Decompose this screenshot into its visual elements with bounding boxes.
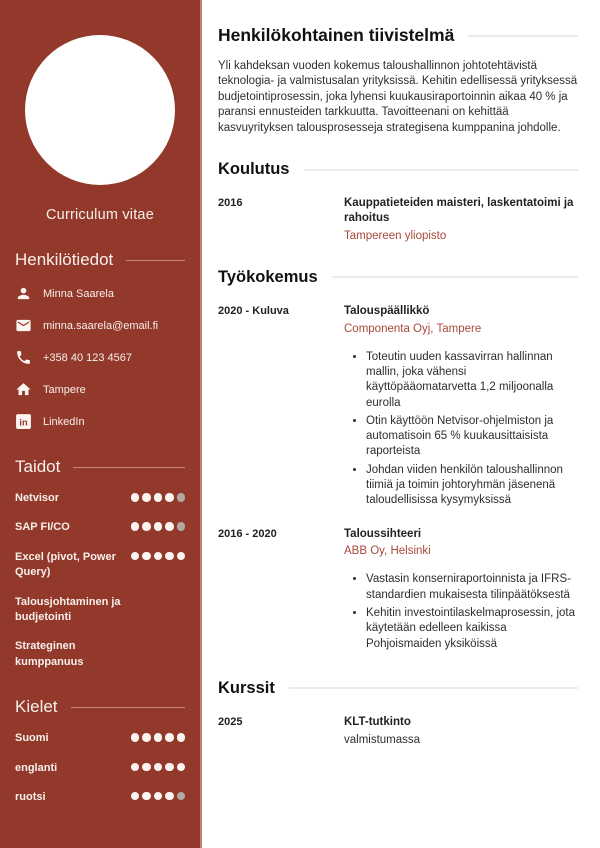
rating-dot [165, 522, 174, 531]
rating-dot [142, 763, 151, 772]
cv-entry [218, 196, 578, 244]
rating-dot [165, 792, 174, 801]
main-heading-rule [468, 35, 578, 37]
contact-item [15, 381, 185, 398]
courses-entries [218, 715, 578, 748]
sidebar [0, 0, 202, 848]
languages-heading-label: Kielet [15, 697, 58, 717]
main-heading-rule [332, 276, 578, 278]
rating-dot [154, 493, 163, 502]
entry-title: Taloussihteeri [344, 527, 422, 540]
education-entries [218, 196, 578, 244]
rating-dot [165, 552, 174, 561]
rating-row [15, 595, 185, 626]
entry-period: 2020 - Kuluva [218, 304, 289, 317]
sidebar-heading-rule [73, 467, 185, 468]
summary-section [218, 25, 578, 136]
entry-period: 2025 [218, 715, 243, 728]
rating-dot [142, 552, 151, 561]
entry-bullet-list [344, 350, 578, 509]
rating-label: ruotsi [15, 790, 46, 803]
education-section [218, 160, 578, 244]
rating-label: Suomi [15, 732, 49, 745]
skills-heading-label: Taidot [15, 457, 61, 476]
rating-dot [154, 763, 163, 772]
sidebar-heading-rule [71, 707, 185, 708]
rating-dot [131, 552, 140, 561]
rating-dot [131, 493, 140, 502]
rating-dot [131, 763, 140, 772]
contact-heading-label: Henkilötiedot [15, 250, 114, 269]
main-content [202, 0, 600, 848]
experience-heading-label: Työkokemus [218, 267, 318, 286]
rating-dot [131, 733, 140, 742]
education-heading [218, 160, 578, 179]
linkedin-icon [15, 413, 32, 430]
bullet-item: • Kehitin investointilaskelmaprosessin, jota käytetään edelleen kaikissa Pohjoismaiden yksiköissä [366, 606, 578, 652]
entry-title: KLT-tutkinto [344, 715, 411, 728]
entry-body [344, 196, 578, 244]
rating-dot [142, 792, 151, 801]
entry-period: 2016 [218, 197, 243, 210]
entry-subtitle: valmistumassa [344, 733, 421, 746]
rating-row [15, 731, 185, 746]
rating-dots [131, 522, 186, 531]
rating-dots [131, 763, 186, 772]
rating-dot [165, 733, 174, 742]
skills-section-heading [15, 457, 185, 477]
courses-heading [218, 679, 578, 698]
entry-subtitle: Componenta Oyj, Tampere [344, 322, 482, 335]
bullet-item: • Otin käyttöön Netvisor-ohjelmiston ja automatisoin 65 % kuukausittaisista raporteista [366, 414, 578, 460]
cv-entry [218, 527, 578, 655]
rating-dot [154, 733, 163, 742]
sidebar-heading-rule [126, 260, 185, 261]
experience-heading [218, 268, 578, 287]
rating-dot [142, 522, 151, 531]
svg-text:in: in [19, 417, 28, 428]
skills-list [15, 491, 185, 670]
rating-dot [154, 792, 163, 801]
rating-row [15, 790, 185, 805]
contact-item-text: LinkedIn [43, 415, 85, 428]
bullet-item: • Vastasin konserniraportoinnista ja IFRS-standardien mukaisesta tilinpäätöksestä [366, 572, 578, 603]
home-icon [15, 381, 32, 398]
contact-item [15, 413, 185, 430]
rating-label: Netvisor [15, 492, 60, 504]
rating-dot [142, 733, 151, 742]
entry-body [344, 527, 578, 655]
cv-entry [218, 715, 578, 748]
rating-dot [177, 763, 186, 772]
rating-dot [165, 763, 174, 772]
rating-dot [131, 522, 140, 531]
rating-dot [154, 522, 163, 531]
cv-title: Curriculum vitae [46, 207, 154, 223]
rating-dot [177, 733, 186, 742]
rating-row [15, 520, 185, 535]
bullet-item: • Toteutin uuden kassavirran hallinnan mallin, joka vähensi käyttöpääomatarvetta 1,2 miljoonalla eurolla [366, 350, 578, 411]
rating-dot [154, 552, 163, 561]
rating-label: Strateginen kumppanuus [15, 640, 84, 668]
rating-dots [131, 493, 186, 502]
contact-section-heading [15, 250, 185, 270]
experience-entries [218, 304, 578, 655]
entry-period: 2016 - 2020 [218, 527, 277, 540]
education-heading-label: Koulutus [218, 160, 290, 179]
contact-item [15, 349, 185, 366]
contact-list [15, 285, 185, 430]
contact-item [15, 317, 185, 334]
courses-section [218, 679, 578, 748]
rating-row [15, 550, 185, 581]
entry-body [344, 715, 578, 748]
entry-subtitle: Tampereen yliopisto [344, 229, 447, 242]
contact-item-text: minna.saarela@email.fi [43, 319, 159, 332]
main-heading-rule [289, 687, 578, 689]
rating-label: englanti [15, 761, 58, 774]
summary-text: Yli kahdeksan vuoden kokemus taloushallinnon johtotehtävistä teknologia- ja valmistusalan yrityksissä. Kehitin edellisessä yrityksessä budjetointiprosessin, joka lyhensi kuukausiraportoinnin aikaa 40 % ja paransi ennusteiden tarkkuutta. Tavoitteenani on kehittää kasvuyrityksen talousprosesseja strategisena kumppanina johdolle. [218, 60, 578, 134]
rating-dot [177, 493, 186, 502]
contact-item [15, 285, 185, 302]
contact-item-text: Tampere [43, 383, 86, 396]
rating-row [15, 761, 185, 776]
rating-dot [142, 493, 151, 502]
experience-section [218, 268, 578, 655]
entry-title: Kauppatieteiden maisteri, laskentatoimi ja rahoitus [344, 197, 574, 224]
photo-placeholder [25, 35, 175, 185]
languages-section-heading [15, 697, 185, 717]
rating-dots [131, 733, 186, 742]
rating-dot [177, 522, 186, 531]
entry-title: Talouspäällikkö [344, 304, 430, 317]
summary-heading-label: Henkilökohtainen tiivistelmä [218, 25, 455, 45]
entry-subtitle: ABB Oy, Helsinki [344, 545, 431, 558]
languages-list [15, 731, 185, 805]
rating-dots [131, 792, 186, 801]
courses-heading-label: Kurssit [218, 678, 275, 697]
entry-body [344, 304, 578, 512]
rating-row [15, 639, 185, 670]
contact-item-text: Minna Saarela [43, 287, 114, 300]
contact-item-text: +358 40 123 4567 [43, 351, 133, 364]
phone-icon [15, 349, 32, 366]
rating-dot [165, 493, 174, 502]
rating-label: SAP FI/CO [15, 521, 70, 534]
entry-bullet-list [344, 572, 578, 651]
cv-entry [218, 304, 578, 512]
bullet-item: • Johdan viiden henkilön taloushallinnon tiimiä ja toimin johtoryhmän jäsenenä taloudellisissa kysymyksissä [366, 463, 578, 509]
rating-dot [177, 792, 186, 801]
rating-dots [131, 552, 186, 561]
rating-dot [131, 792, 140, 801]
rating-label: Talousjohtaminen ja budjetointi [15, 595, 121, 623]
summary-heading [218, 25, 578, 46]
person-icon [15, 285, 32, 302]
email-icon [15, 317, 32, 334]
rating-dot [177, 552, 186, 561]
rating-row [15, 491, 185, 506]
main-heading-rule [304, 169, 579, 171]
rating-label: Excel (pivot, Power Query) [15, 550, 116, 579]
